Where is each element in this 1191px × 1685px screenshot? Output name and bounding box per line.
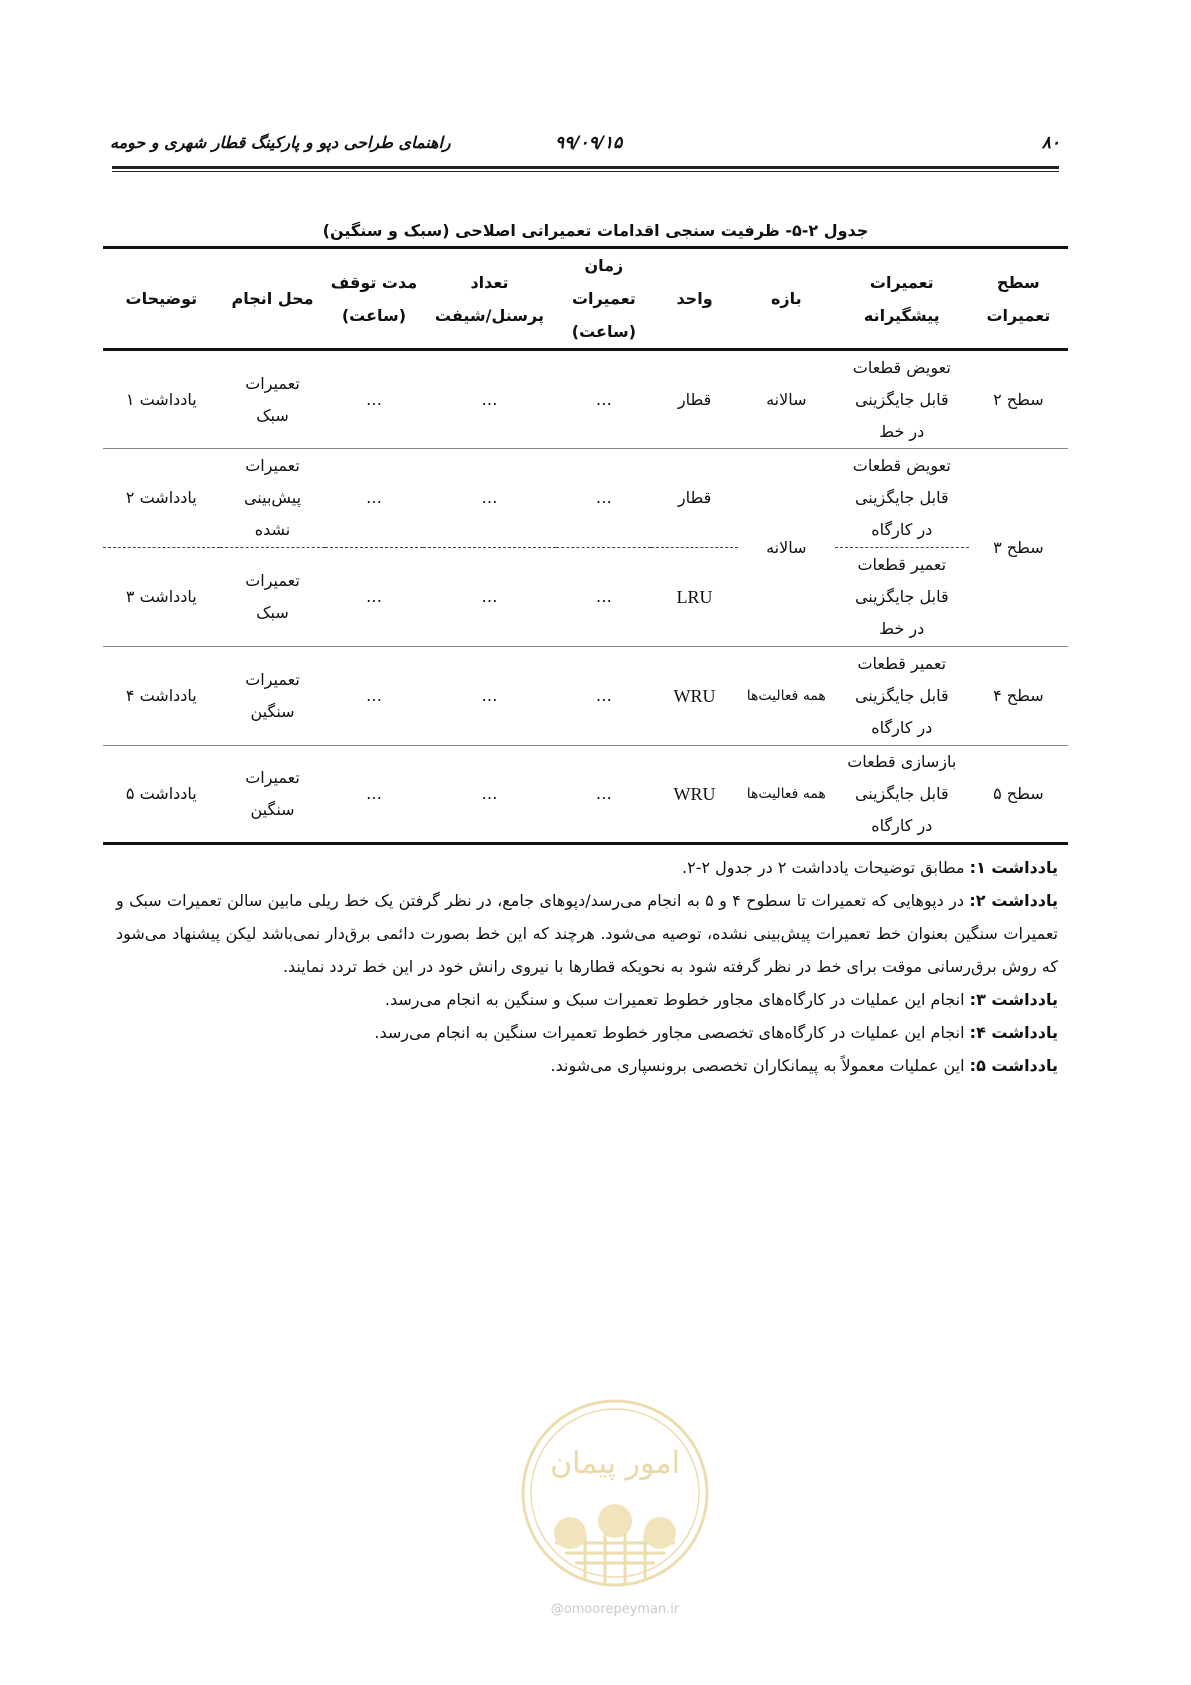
table-row xyxy=(103,449,1068,548)
header-repair-time: زمان تعمیرات (ساعت) xyxy=(556,248,651,350)
table-caption: جدول ۲-۵- ظرفیت سنجی اقدامات تعمیراتی اصلاحی (سبک و سنگین) xyxy=(322,221,869,240)
header-location: محل انجام xyxy=(220,248,326,350)
cell-downtime: … xyxy=(325,746,422,844)
cell-downtime: … xyxy=(325,548,422,647)
cell-preventive: تعمیر قطعات قابل جایگزینی در کارگاه xyxy=(835,647,969,746)
cell-description: یادداشت ۴ xyxy=(103,647,220,746)
cell-repair-time: … xyxy=(556,350,651,449)
page-number: ۸۰ xyxy=(1041,133,1060,153)
document-title: راهنمای طراحی دپو و پارکینگ قطار شهری و حومه xyxy=(110,133,451,152)
header-description: توضیحات xyxy=(103,248,220,350)
cell-repair-time: … xyxy=(556,647,651,746)
cell-personnel: … xyxy=(423,746,557,844)
cell-preventive: تعمیر قطعات قابل جایگزینی در خط xyxy=(835,548,969,647)
cell-description: یادداشت ۵ xyxy=(103,746,220,844)
note-label: یادداشت ۴: xyxy=(969,1023,1058,1042)
cell-location: تعمیرات سبک xyxy=(220,548,326,647)
note-1 xyxy=(116,851,1058,884)
header-rule-thin xyxy=(112,171,1059,172)
note-label: یادداشت ۳: xyxy=(969,990,1058,1009)
cell-preventive: تعویض قطعات قابل جایگزینی در کارگاه xyxy=(835,449,969,548)
page-header xyxy=(110,133,1060,163)
note-text: این عملیات معمولاً به پیمانکاران تخصصی برونسپاری می‌شوند. xyxy=(550,1056,970,1075)
cell-interval: سالانه xyxy=(738,449,835,647)
table-header-row xyxy=(103,248,1068,350)
cell-unit: قطار xyxy=(651,449,737,548)
cell-personnel: … xyxy=(423,548,557,647)
cell-unit: WRU xyxy=(651,647,737,746)
cell-preventive: تعویض قطعات قابل جایگزینی در خط xyxy=(835,350,969,449)
cell-interval: همه فعالیت‌ها xyxy=(738,746,835,844)
cell-downtime: … xyxy=(325,350,422,449)
cell-description: یادداشت ۳ xyxy=(103,548,220,647)
note-label: یادداشت ۵: xyxy=(969,1056,1058,1075)
header-level: سطح تعمیرات xyxy=(969,248,1068,350)
note-2 xyxy=(116,884,1058,983)
cell-location: تعمیرات سنگین xyxy=(220,746,326,844)
cell-interval: همه فعالیت‌ها xyxy=(738,647,835,746)
cell-downtime: … xyxy=(325,449,422,548)
watermark-logo xyxy=(515,1393,715,1593)
cell-interval: سالانه xyxy=(738,350,835,449)
note-label: یادداشت ۱: xyxy=(969,858,1058,877)
cell-personnel: … xyxy=(423,350,557,449)
cell-description: یادداشت ۱ xyxy=(103,350,220,449)
cell-location: تعمیرات پیش‌بینی نشده xyxy=(220,449,326,548)
header-rule-thick xyxy=(112,166,1059,169)
cell-repair-time: … xyxy=(556,548,651,647)
cell-preventive: بازسازی قطعات قابل جایگزینی در کارگاه xyxy=(835,746,969,844)
cell-repair-time: … xyxy=(556,746,651,844)
table-row xyxy=(103,548,1068,647)
note-5 xyxy=(116,1049,1058,1082)
cell-unit: WRU xyxy=(651,746,737,844)
note-label: یادداشت ۲: xyxy=(969,891,1059,910)
table-notes xyxy=(116,851,1058,1082)
header-date: ۹۹/۰۹/۱۵ xyxy=(555,133,623,153)
cell-level: سطح ۵ xyxy=(969,746,1068,844)
watermark-site: @omoorepeyman.ir xyxy=(550,1602,680,1617)
cell-unit: LRU xyxy=(651,548,737,647)
cell-description: یادداشت ۲ xyxy=(103,449,220,548)
cell-location: تعمیرات سبک xyxy=(220,350,326,449)
note-4 xyxy=(116,1016,1058,1049)
capacity-table xyxy=(103,246,1068,845)
header-interval: بازه xyxy=(738,248,835,350)
cell-level: سطح ۳ xyxy=(969,449,1068,647)
cell-location: تعمیرات سنگین xyxy=(220,647,326,746)
seal-icon xyxy=(515,1393,715,1593)
cell-downtime: … xyxy=(325,647,422,746)
cell-repair-time: … xyxy=(556,449,651,548)
cell-level: سطح ۴ xyxy=(969,647,1068,746)
cell-personnel: … xyxy=(423,449,557,548)
note-3 xyxy=(116,983,1058,1016)
header-downtime: مدت توقف (ساعت) xyxy=(325,248,422,350)
table-row xyxy=(103,746,1068,844)
header-preventive: تعمیرات پیشگیرانه xyxy=(835,248,969,350)
note-text: انجام این عملیات در کارگاه‌های تخصصی مجاور خطوط تعمیرات سنگین به انجام می‌رسد. xyxy=(374,1023,970,1042)
cell-unit: قطار xyxy=(651,350,737,449)
header-unit: واحد xyxy=(651,248,737,350)
cell-level: سطح ۲ xyxy=(969,350,1068,449)
note-text: در دپوهایی که تعمیرات تا سطوح ۴ و ۵ به انجام می‌رسد/دپوهای جامع، در نظر گرفتن یک خط ریلی مابین سالن تعمیرات سبک و تعمیرات سنگین بعنوان خط تعمیرات پیش‌بینی نشده، توصیه می‌شود. هرچند که این خط بصورت دائمی برق‌دار نمی‌باشد لیکن پیشنهاد می‌شود که روش برق‌رسانی موقت برای خط در نظر گرفته شود به نحویکه قطارها با نیروی رانش خود در این خط تردد نمایند. xyxy=(116,891,1058,976)
note-text: انجام این عملیات در کارگاه‌های مجاور خطوط تعمیرات سبک و سنگین به انجام می‌رسد. xyxy=(384,990,970,1009)
note-text: مطابق توضیحات یادداشت ۲ در جدول ۲-۲. xyxy=(682,858,970,877)
table-row xyxy=(103,350,1068,449)
header-personnel: تعداد پرسنل/شیفت xyxy=(423,248,557,350)
watermark-text: امور پیمان xyxy=(550,1446,680,1481)
table-row xyxy=(103,647,1068,746)
cell-personnel: … xyxy=(423,647,557,746)
